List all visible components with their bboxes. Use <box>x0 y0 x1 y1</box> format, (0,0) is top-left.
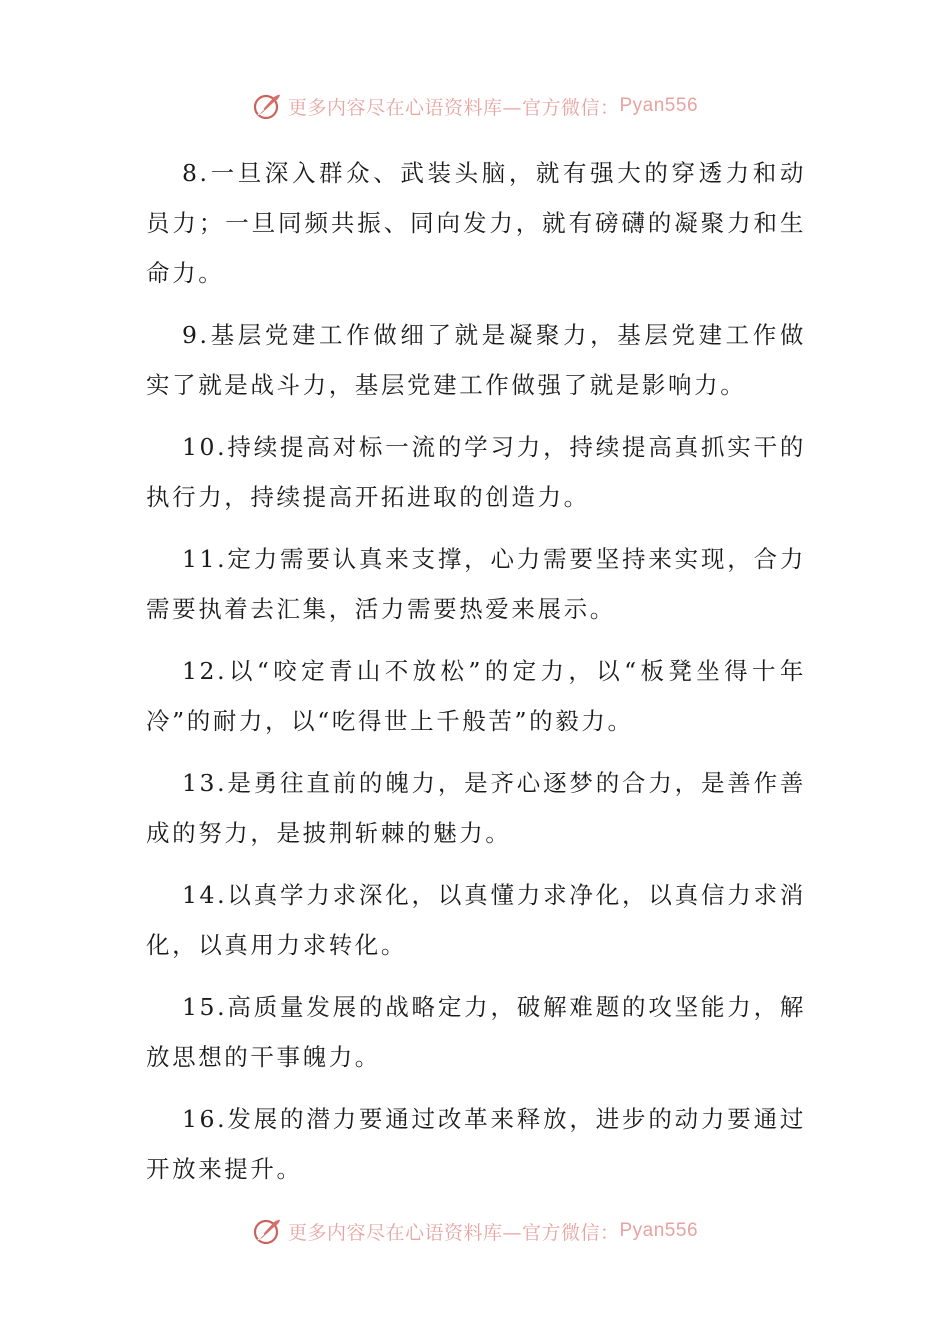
list-item: 12.以“咬定青山不放松”的定力，以“板凳坐得十年冷”的耐力，以“吃得世上千般苦”的毅力。 <box>146 657 806 735</box>
footer-text: 更多内容尽在心语资料库—官方微信： <box>287 1221 620 1244</box>
list-item: 15.高质量发展的战略定力，破解难题的攻坚能力，解放思想的干事魄力。 <box>146 993 806 1071</box>
header-text: 更多内容尽在心语资料库—官方微信： <box>287 96 620 119</box>
list-item: 9.基层党建工作做细了就是凝聚力，基层党建工作做实了就是战斗力，基层党建工作做强了就是影响力。 <box>146 321 806 399</box>
list-item: 13.是勇往直前的魄力，是齐心逐梦的合力，是善作善成的努力，是披荆斩棘的魅力。 <box>146 769 806 847</box>
list-item: 11.定力需要认真来支撑，心力需要坚持来实现，合力需要执着去汇集，活力需要热爱来展示。 <box>146 545 806 623</box>
header-banner <box>0 86 950 126</box>
main-text <box>146 148 806 1206</box>
footer-banner <box>0 1211 950 1251</box>
list-item: 10.持续提高对标一流的学习力，持续提高真抓实干的执行力，持续提高开拓进取的创造力。 <box>146 433 806 511</box>
pen-feather-circle-icon <box>252 91 282 121</box>
pen-feather-circle-icon <box>252 1216 282 1246</box>
list-item: 8.一旦深入群众、武装头脑，就有强大的穿透力和动员力；一旦同频共振、同向发力，就有磅礴的凝聚力和生命力。 <box>146 159 806 287</box>
list-item: 16.发展的潜力要通过改革来释放，进步的动力要通过开放来提升。 <box>146 1105 806 1183</box>
footer-wechat-id: Pyan556 <box>619 1220 699 1241</box>
list-item: 14.以真学力求深化，以真懂力求净化，以真信力求消化，以真用力求转化。 <box>146 881 806 959</box>
header-wechat-id: Pyan556 <box>619 95 699 116</box>
